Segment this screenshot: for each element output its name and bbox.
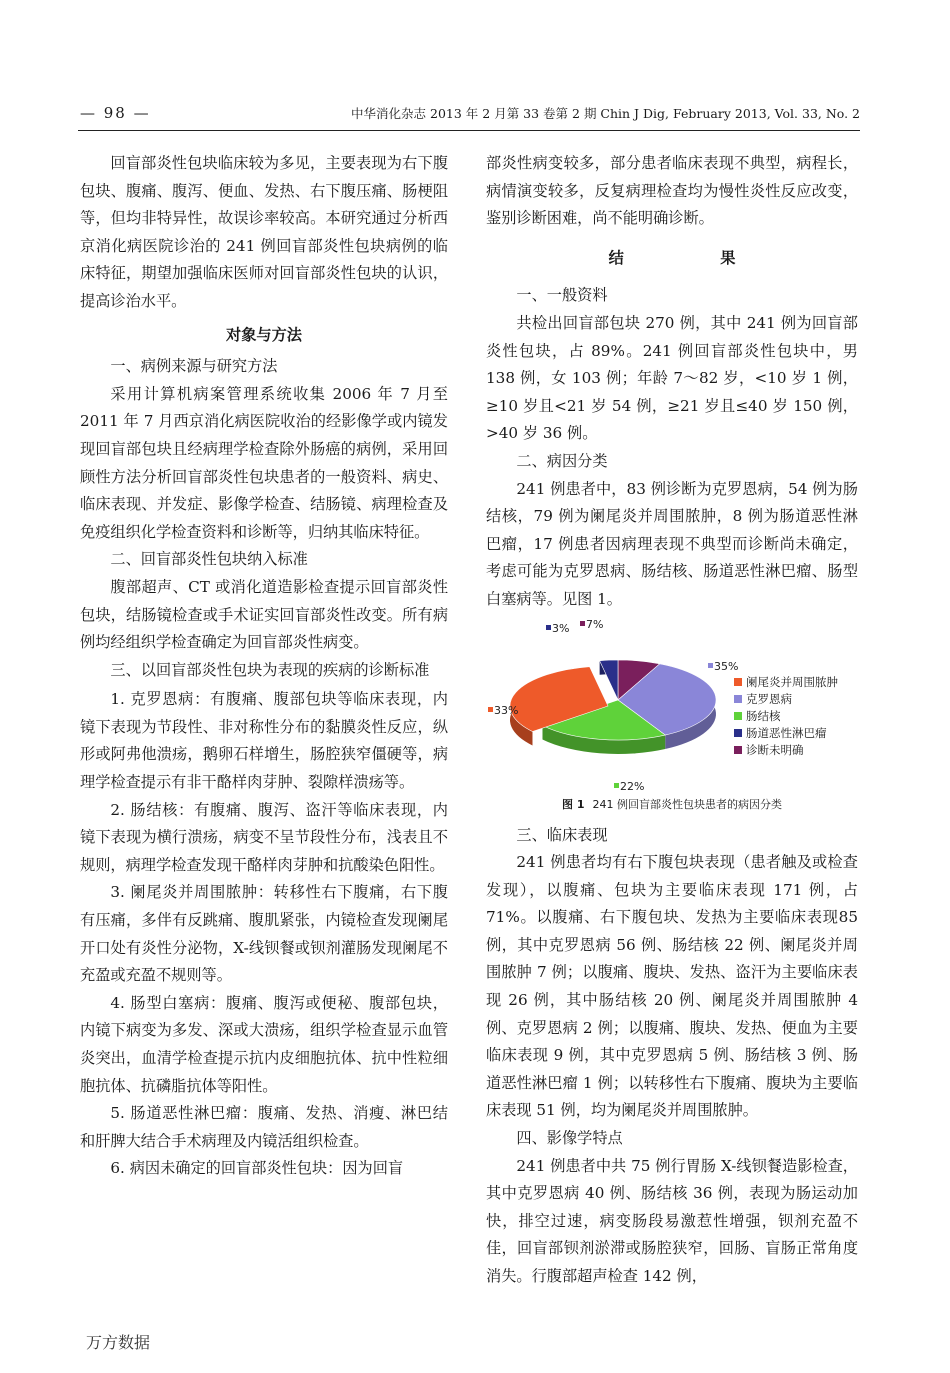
slice-label-1 [708, 660, 738, 673]
section-2-title: 二、回盲部炎性包块纳入标准 [110, 550, 308, 569]
figure-label: 图 1 [562, 797, 585, 811]
legend-item-2 [734, 708, 838, 725]
pie-chart [486, 617, 739, 793]
svg-text:7%: 7% [586, 617, 604, 631]
section-2-text: 腹部超声、CT 或消化道造影检查提示回盲部炎性包块，结肠镜检查或手术证实回盲部炎性改变。所有病例均经组织学检查确定为回盲部炎性病变。 [80, 577, 448, 652]
page-number: — 98 — [80, 104, 151, 122]
journal-citation: 中华消化杂志 2013 年 2 月第 33 卷第 2 期 Chin J Dig, February 2013, Vol. 33, No. 2 [351, 106, 860, 121]
section-1-title: 一、病例来源与研究方法 [110, 357, 278, 376]
result-3-text: 241 例患者均有右下腹包块表现（患者触及或检查发现），以腹痛、包块为主要临床表现 171 例，占 71%。以腹痛、右下腹包块、发热为主要临床表现85 例，其中克罗恩病 56 例、肠结核 22 例、阑尾炎并周围脓肿 7 例；以腹痛、腹块、发热、盗汗为主要临床表现 26 例，其中肠结核 20 例、阑尾炎并周围脓肿 4 例、克罗恩病 2 例；以腹痛、腹块、发热、便血为主要临床表现 9 例，其中克罗恩病 5 例、肠结核 3 例、肠道恶性淋巴瘤 1 例；以转移性右下腹痛、腹块为主要临床表现 51 例，均为阑尾炎并周围脓肿。 [486, 853, 858, 1120]
legend-swatch [734, 729, 742, 737]
criteria-1: 1. 克罗恩病：有腹痛、腹部包块等临床表现，内镜下表现为节段性、非对称性分布的黏膜炎性反应，纵形或阿弗他溃疡，鹅卵石样增生，肠腔狭窄僵硬等，病理学检查提示有非干酪样肉芽肿、裂隙样溃疡等。 [80, 690, 448, 792]
criteria-4: 4. 肠型白塞病：腹痛、腹泻或便秘、腹部包块，内镜下病变为多发、深或大溃疡，组织学检查显示血管炎突出，血清学检查提示抗内皮细胞抗体、抗中性粒细胞抗体、抗磷脂抗体等阳性。 [80, 993, 448, 1095]
slice-label-0 [488, 704, 518, 717]
left-column [80, 150, 448, 1183]
methods-title: 对象与方法 [226, 325, 302, 344]
legend-swatch [734, 712, 742, 720]
legend-label: 肠结核 [746, 709, 781, 723]
criteria-3: 3. 阑尾炎并周围脓肿：转移性右下腹痛，右下腹有压痛，多伴有反跳痛、腹肌紧张，内镜检查发现阑尾开口处有炎性分泌物，X-线钡餐或钡剂灌肠发现阑尾不充盈或充盈不规则等。 [80, 883, 448, 985]
pie-chart-figure [486, 617, 858, 793]
result-4-text: 241 例患者中共 75 例行胃肠 X-线钡餐造影检查，其中克罗恩病 40 例、肠结核 36 例，表现为肠运动加快，排空过速，病变肠段易激惹性增强，钡剂充盈不佳，回盲部钡剂淤滞或肠腔狭窄，回肠、盲肠正常角度消失。行腹部超声检查 142 例， [486, 1156, 858, 1285]
legend-item-4 [734, 742, 838, 759]
legend-item-1 [734, 691, 838, 708]
footer-watermark: 万方数据 [86, 1333, 151, 1352]
legend-item-3 [734, 725, 838, 742]
result-1-title: 一、一般资料 [516, 286, 608, 305]
legend-label: 诊断未明确 [746, 743, 804, 757]
figure-caption [486, 796, 858, 812]
page-header [80, 104, 860, 126]
legend-swatch [734, 695, 742, 703]
svg-text:22%: 22% [620, 779, 645, 793]
right-column [486, 150, 858, 1291]
legend-item-0 [734, 674, 838, 691]
legend-label: 肠道恶性淋巴瘤 [746, 726, 827, 740]
slice-label-3 [546, 622, 569, 635]
section-3-title: 三、以回盲部炎性包块为表现的疾病的诊断标准 [110, 660, 430, 679]
chart-legend [734, 674, 838, 759]
header-rule [78, 130, 860, 131]
criteria-5: 5. 肠道恶性淋巴瘤：腹痛、发热、消瘦、淋巴结和肝脾大结合手术病理及内镜活组织检查。 [80, 1104, 448, 1150]
svg-text:3%: 3% [552, 621, 570, 635]
legend-swatch [734, 678, 742, 686]
section-1-text: 采用计算机病案管理系统收集 2006 年 7 月至 2011 年 7 月西京消化病医院收治的经影像学或内镜发现回盲部包块且经病理学检查除外肠癌的病例，采用回顾性方法分析回盲部炎性包块患者的一般资料、病史、临床表现、并发症、影像学检查、结肠镜、病理检查及免疫组织化学检查资料和诊断等，归纳其临床特征。 [80, 384, 448, 541]
svg-text:35%: 35% [714, 659, 739, 673]
result-3-title: 三、临床表现 [516, 825, 608, 844]
results-title: 结 果 [608, 248, 782, 267]
result-2-title: 二、病因分类 [516, 451, 608, 470]
legend-label: 阑尾炎并周围脓肿 [746, 675, 838, 689]
legend-label: 克罗恩病 [746, 692, 792, 706]
figure-caption-text: 241 例回盲部炎性包块患者的病因分类 [592, 797, 782, 811]
criteria-6: 6. 病因未确定的回盲部炎性包块：因为回盲 [110, 1159, 404, 1178]
criteria-2: 2. 肠结核：有腹痛、腹泻、盗汗等临床表现，内镜下表现为横行溃疡，病变不呈节段性分布，浅表且不规则，病理学检查发现干酪样肉芽肿和抗酸染色阳性。 [80, 800, 448, 874]
result-4-title: 四、影像学特点 [516, 1129, 623, 1148]
legend-swatch [734, 746, 742, 754]
result-1-text: 共检出回盲部包块 270 例，其中 241 例为回盲部炎性包块，占 89%。241 例回盲部炎性包块中，男 138 例，女 103 例；年龄 7～82 岁，<10 岁 1 例，≥10 岁且<21 岁 54 例，≥21 岁且≤40 岁 150 例，>40 岁 36 例。 [486, 313, 858, 443]
continued-paragraph: 部炎性病变较多，部分患者临床表现不典型，病程长，病情演变较多，反复病理检查均为慢性炎性反应改变，鉴别诊断困难，尚不能明确诊断。 [486, 154, 858, 228]
intro-paragraph: 回盲部炎性包块临床较为多见，主要表现为右下腹包块、腹痛、腹泻、便血、发热、右下腹压痛、肠梗阻等，但均非特异性，故误诊率较高。本研究通过分析西京消化病医院诊治的 241 例回盲部炎性包块病例的临床特征，期望加强临床医师对回盲部炎性包块的认识，提高诊治水平。 [80, 154, 448, 310]
result-2-text: 241 例患者中，83 例诊断为克罗恩病，54 例为肠结核，79 例为阑尾炎并周围脓肿，8 例为肠道恶性淋巴瘤，17 例患者因病理表现不典型而诊断尚未确定，考虑可能为克罗恩病、肠结核、肠道恶性淋巴瘤、肠型白塞病等。见图 1。 [486, 479, 858, 608]
slice-label-2 [614, 780, 644, 793]
svg-text:33%: 33% [494, 703, 519, 717]
slice-label-4 [580, 618, 603, 631]
